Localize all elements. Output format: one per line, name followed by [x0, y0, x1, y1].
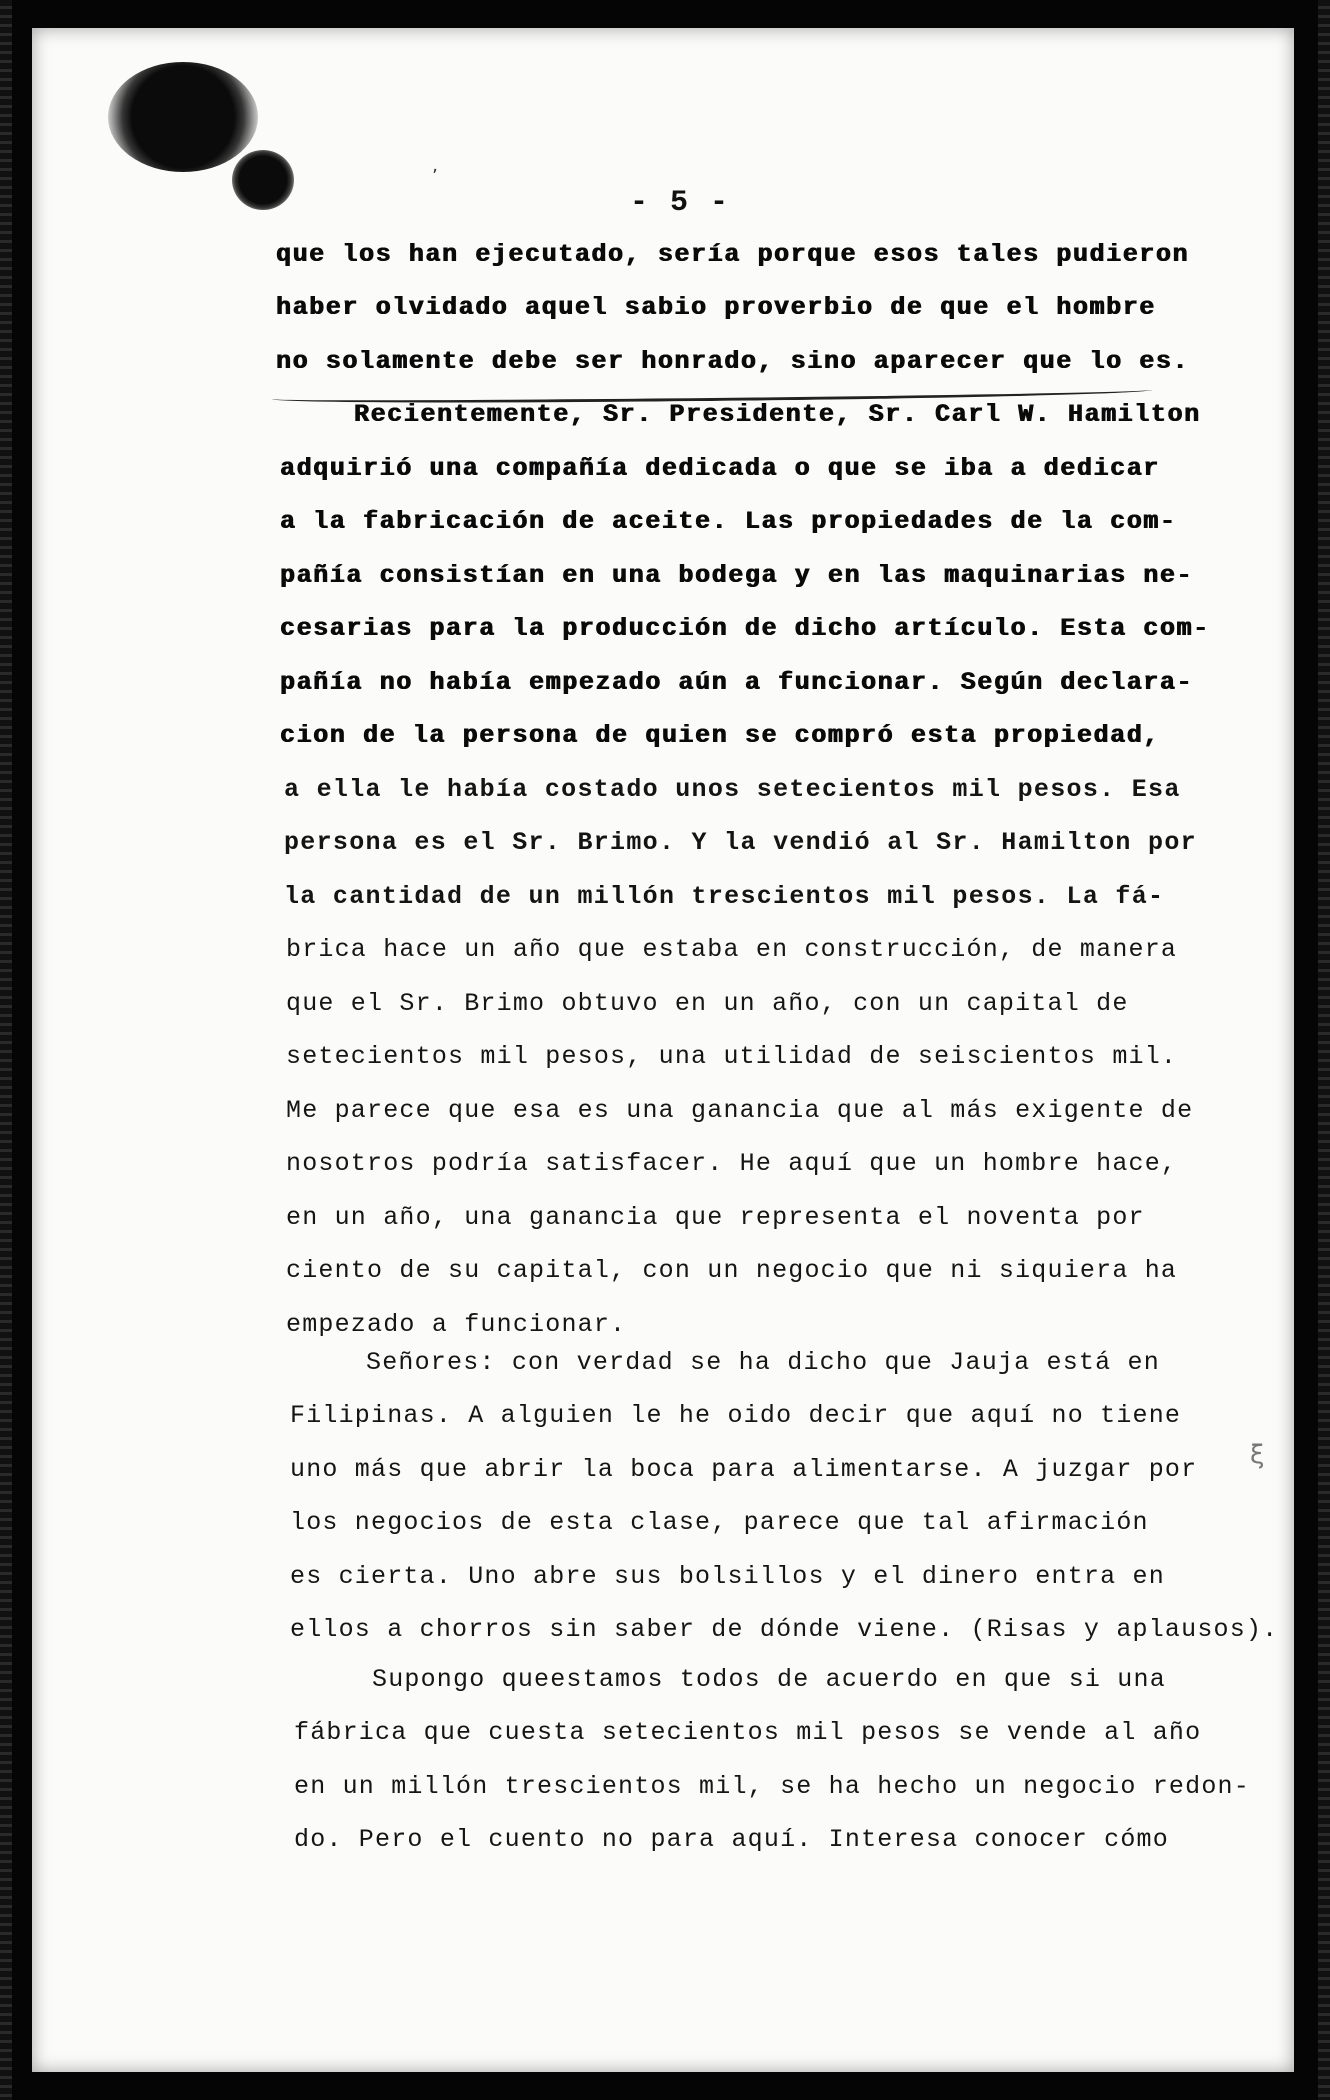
text-line: setecientos mil pesos, una utilidad de seiscientos mil.	[286, 1042, 1178, 1071]
text-line: haber olvidado aquel sabio proverbio de que el hombre	[276, 293, 1156, 322]
ink-blot-small	[232, 150, 294, 210]
text-line: cion de la persona de quien se compró esta propiedad,	[280, 721, 1160, 750]
text-line-underlined: no solamente debe ser honrado, sino aparecer que lo es.	[276, 347, 1190, 376]
text-line: brica hace un año que estaba en construcción, de manera	[286, 935, 1178, 964]
text-line: en un millón trescientos mil, se ha hecho un negocio redon-	[294, 1772, 1250, 1801]
text-line: que los han ejecutado, sería porque esos tales pudieron	[276, 240, 1190, 269]
text-line: es cierta. Uno abre sus bolsillos y el dinero entra en	[290, 1562, 1165, 1591]
margin-mark: ξ	[1250, 1440, 1265, 1470]
film-edge-left	[0, 0, 12, 2100]
text-line: nosotros podría satisfacer. He aquí que un hombre hace,	[286, 1149, 1178, 1178]
text-line: empezado a funcionar.	[286, 1310, 627, 1339]
text-line: Filipinas. A alguien le he oido decir que aquí no tiene	[290, 1401, 1182, 1430]
stray-mark: ʼ	[432, 166, 438, 187]
paragraph-start: Supongo queestamos todos de acuerdo en que si una	[372, 1665, 1166, 1694]
paragraph-start: Señores: con verdad se ha dicho que Jauja está en	[366, 1348, 1160, 1377]
paragraph-start: Recientemente, Sr. Presidente, Sr. Carl W. Hamilton	[354, 400, 1201, 429]
text-line: Me parece que esa es una ganancia que al más exigente de	[286, 1096, 1194, 1125]
text-line: pañía no había empezado aún a funcionar. Según declara-	[280, 668, 1194, 697]
text-line: adquirió una compañía dedicada o que se iba a dedicar	[280, 454, 1160, 483]
text-line: pañía consistían en una bodega y en las maquinarias ne-	[280, 561, 1194, 590]
text-line: cesarias para la producción de dicho artículo. Esta com-	[280, 614, 1210, 643]
film-edge-right	[1318, 0, 1330, 2100]
text-line: los negocios de esta clase, parece que tal afirmación	[290, 1508, 1149, 1537]
text-line: que el Sr. Brimo obtuvo en un año, con un capital de	[286, 989, 1129, 1018]
text-line: persona es el Sr. Brimo. Y la vendió al Sr. Hamilton por	[284, 828, 1197, 857]
text-line: do. Pero el cuento no para aquí. Interesa conocer cómo	[294, 1825, 1169, 1854]
page-number: - 5 -	[629, 186, 730, 220]
ink-blot-large	[108, 62, 258, 172]
text-line: uno más que abrir la boca para alimentarse. A juzgar por	[290, 1455, 1198, 1484]
text-line: ellos a chorros sin saber de dónde viene. (Risas y aplausos).	[290, 1615, 1279, 1644]
text-line: a la fabricación de aceite. Las propiedades de la com-	[280, 507, 1177, 536]
text-line: a ella le había costado unos setecientos mil pesos. Esa	[284, 775, 1181, 804]
text-line: la cantidad de un millón trescientos mil pesos. La fá-	[284, 882, 1165, 911]
text-line: en un año, una ganancia que representa el noventa por	[286, 1203, 1145, 1232]
text-line: ciento de su capital, con un negocio que ni siquiera ha	[286, 1256, 1178, 1285]
text-line: fábrica que cuesta setecientos mil pesos se vende al año	[294, 1718, 1202, 1747]
